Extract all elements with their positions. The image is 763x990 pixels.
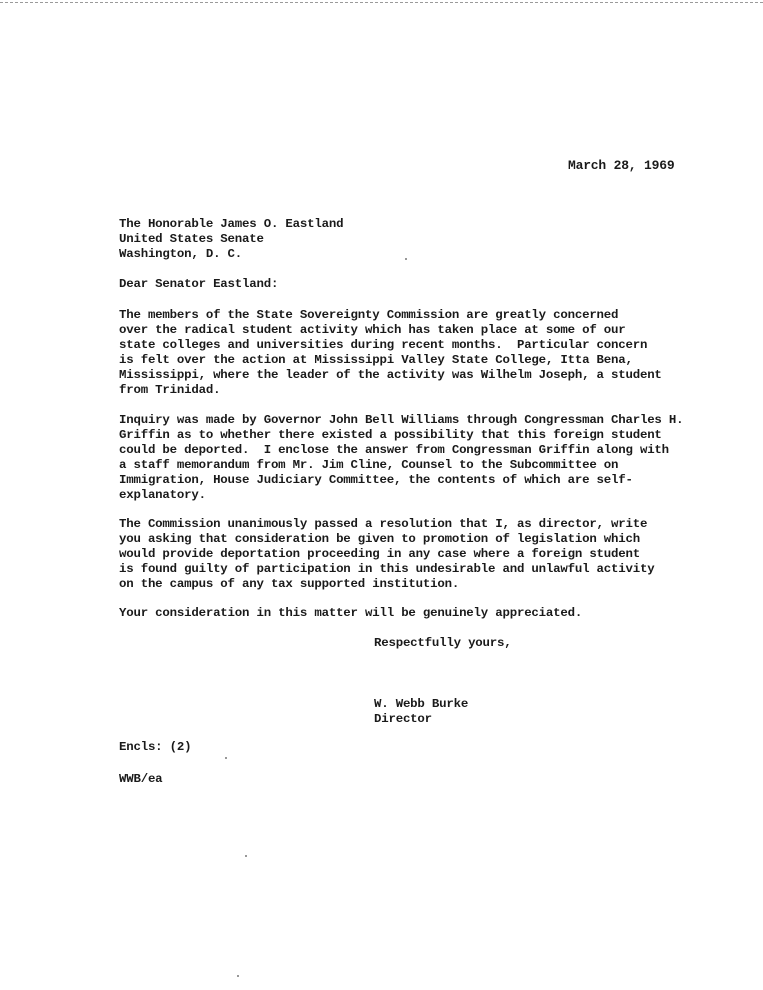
- text-line: would provide deportation proceeding in any case where a foreign student: [119, 547, 640, 561]
- text-line: over the radical student activity which has taken place at some of our: [119, 323, 626, 337]
- text-line: a staff memorandum from Mr. Jim Cline, Counsel to the Subcommittee on: [119, 458, 619, 472]
- text-line: Griffin as to whether there existed a possibility that this foreign student: [119, 428, 662, 442]
- text-line: The members of the State Sovereignty Commission are greatly concerned: [119, 308, 619, 322]
- signer-title: Director: [374, 712, 432, 726]
- text-line: could be deported. I enclose the answer from Congressman Griffin along with: [119, 443, 669, 457]
- scan-speck: [237, 975, 239, 977]
- typist-initials: WWB/ea: [119, 772, 163, 786]
- recipient-address: [119, 217, 343, 262]
- enclosures-note: Encls: (2): [119, 740, 192, 754]
- text-line: Your consideration in this matter will be genuinely appreciated.: [119, 606, 583, 620]
- signer-name: W. Webb Burke: [374, 697, 469, 711]
- text-line: The Commission unanimously passed a resolution that I, as director, write: [119, 517, 648, 531]
- text-line: you asking that consideration be given to promotion of legislation which: [119, 532, 640, 546]
- salutation: Dear Senator Eastland:: [119, 277, 279, 291]
- text-line: is found guilty of participation in this undesirable and unlawful activity: [119, 562, 655, 576]
- recipient-line: The Honorable James O. Eastland: [119, 217, 344, 231]
- text-line: Mississippi, where the leader of the activity was Wilhelm Joseph, a student: [119, 368, 662, 382]
- recipient-line: Washington, D. C.: [119, 247, 243, 261]
- paragraph-3: [119, 517, 654, 592]
- letter-date: March 28, 1969: [568, 158, 675, 173]
- page-top-edge: [0, 2, 763, 3]
- text-line: explanatory.: [119, 488, 206, 502]
- scan-speck: [405, 258, 407, 260]
- paragraph-4: [119, 606, 582, 621]
- paragraph-1: [119, 308, 662, 398]
- scan-speck: [245, 855, 247, 857]
- text-line: from Trinidad.: [119, 383, 221, 397]
- scan-speck: [225, 757, 227, 759]
- paragraph-2: [119, 413, 683, 503]
- text-line: Immigration, House Judiciary Committee, the contents of which are self-: [119, 473, 633, 487]
- text-line: Inquiry was made by Governor John Bell Williams through Congressman Charles H.: [119, 413, 684, 427]
- text-line: is felt over the action at Mississippi Valley State College, Itta Bena,: [119, 353, 633, 367]
- closing: Respectfully yours,: [374, 636, 512, 650]
- recipient-line: United States Senate: [119, 232, 264, 246]
- text-line: on the campus of any tax supported institution.: [119, 577, 460, 591]
- text-line: state colleges and universities during recent months. Particular concern: [119, 338, 648, 352]
